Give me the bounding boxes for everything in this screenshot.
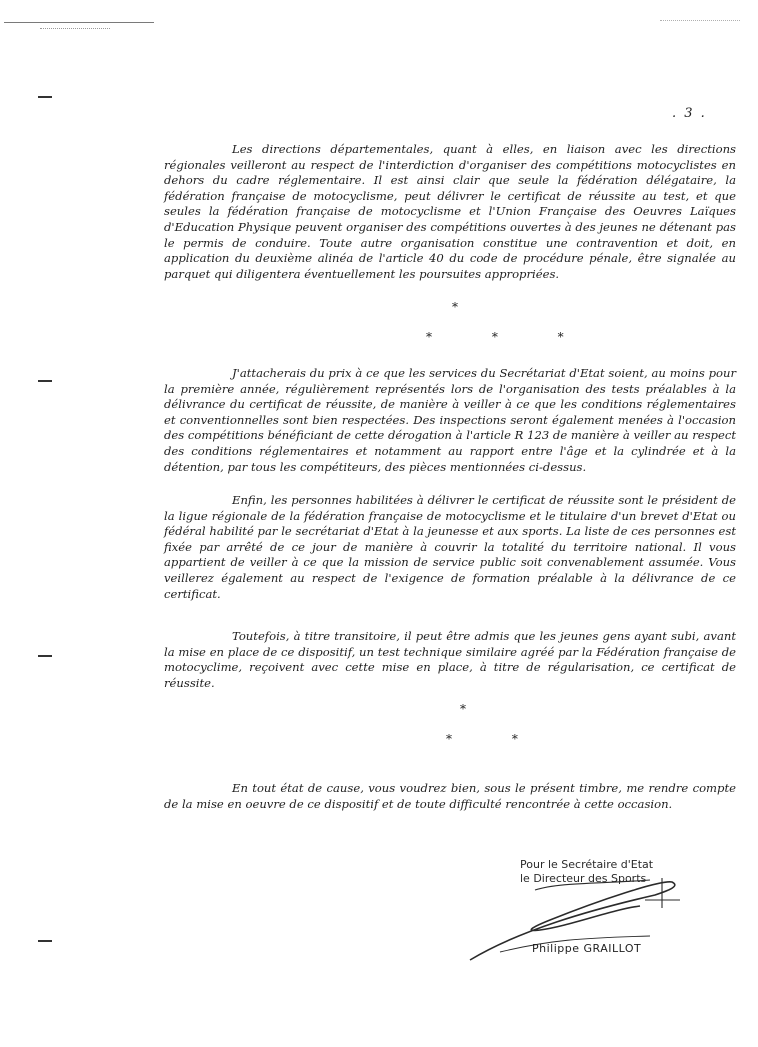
- signatory-name: Philippe GRAILLOT: [532, 942, 642, 955]
- separator-star: *: [460, 702, 494, 716]
- separator-stars: * *: [446, 732, 546, 746]
- signature-line-1: Pour le Secrétaire d'Etat: [520, 858, 654, 871]
- paragraph-2: J'attacherais du prix à ce que les services du Secrétariat d'Etat soient, au moins pour la première année, régulièrement représentés lors de l'organisation des tests préalables à la délivrance du certificat de réussite, de manière à veiller à ce que les conditions réglementaires et conventionnelles sont bien respectées. Des inspections seront également menées à l'occasion des compétitions bénéficiant de cette dérogation à l'article R 123 de manière à veiller au respect des conditions réglementaires et notamment au rapport entre l'âge et la cylindrée et à la détention, par tous les compétiteurs, des pièces mentionnées ci-dessus.: [164, 366, 736, 474]
- scan-artifact-line: [40, 28, 110, 29]
- punch-hole-mark: [38, 940, 52, 942]
- paragraph-3: Enfin, les personnes habilitées à délivrer le certificat de réussite sont le président de la ligue régionale de la fédération française de motocyclisme et le titulaire d'un brevet d'Etat ou fédéral habilité par le secrétariat d'Etat à la jeunesse et aux sports. La liste de ces personnes est fixée par arrêté de ce jour de manière à couvrir la totalité du territoire national. Il vous appartient de veiller à ce que la mission de service public soit convenablement assumée. Vous veillerez également au respect de l'exigence de formation préalable à la délivrance de ce certificat.: [164, 493, 736, 601]
- punch-hole-mark: [38, 655, 52, 657]
- page-number: . 3 .: [672, 106, 707, 121]
- paragraph-1: Les directions départementales, quant à elles, en liaison avec les directions régionales veilleront au respect de l'interdiction d'organiser des compétitions motocyclistes en dehors du cadre réglementaire. Il est ainsi clair que seule la fédération délégataire, la fédération française de motocyclisme, peut délivrer le certificat de réussite au test, et que seules la fédération française de motocyclisme et l'Union Française des Oeuvres Laïques d'Education Physique peuvent organiser des compétitions ouvertes à des jeunes ne détenant pas le permis de conduire. Toute autre organisation constitue une contravention et doit, en application du deuxième alinéa de l'article 40 du code de procédure pénale, être signalée au parquet qui diligentera éventuellement les poursuites appropriées.: [164, 142, 736, 281]
- paragraph-5: En tout état de cause, vous voudrez bien, sous le présent timbre, me rendre compte de la mise en oeuvre de ce dispositif et de toute difficulté rencontrée à cette occasion.: [164, 781, 736, 811]
- punch-hole-mark: [38, 96, 52, 98]
- scan-artifact-line: [660, 20, 740, 21]
- punch-hole-mark: [38, 380, 52, 382]
- scan-artifact-line: [4, 22, 154, 23]
- separator-star: *: [452, 300, 486, 314]
- signature-line-2: le Directeur des Sports: [520, 872, 647, 885]
- paragraph-4: Toutefois, à titre transitoire, il peut être admis que les jeunes gens ayant subi, avant la mise en place de ce dispositif, un test technique similaire agréé par la Fédération française de motocyclime, reçoivent avec cette mise en place, à titre de régularisation, ce certificat de réussite.: [164, 629, 736, 690]
- separator-stars: * * *: [426, 330, 592, 344]
